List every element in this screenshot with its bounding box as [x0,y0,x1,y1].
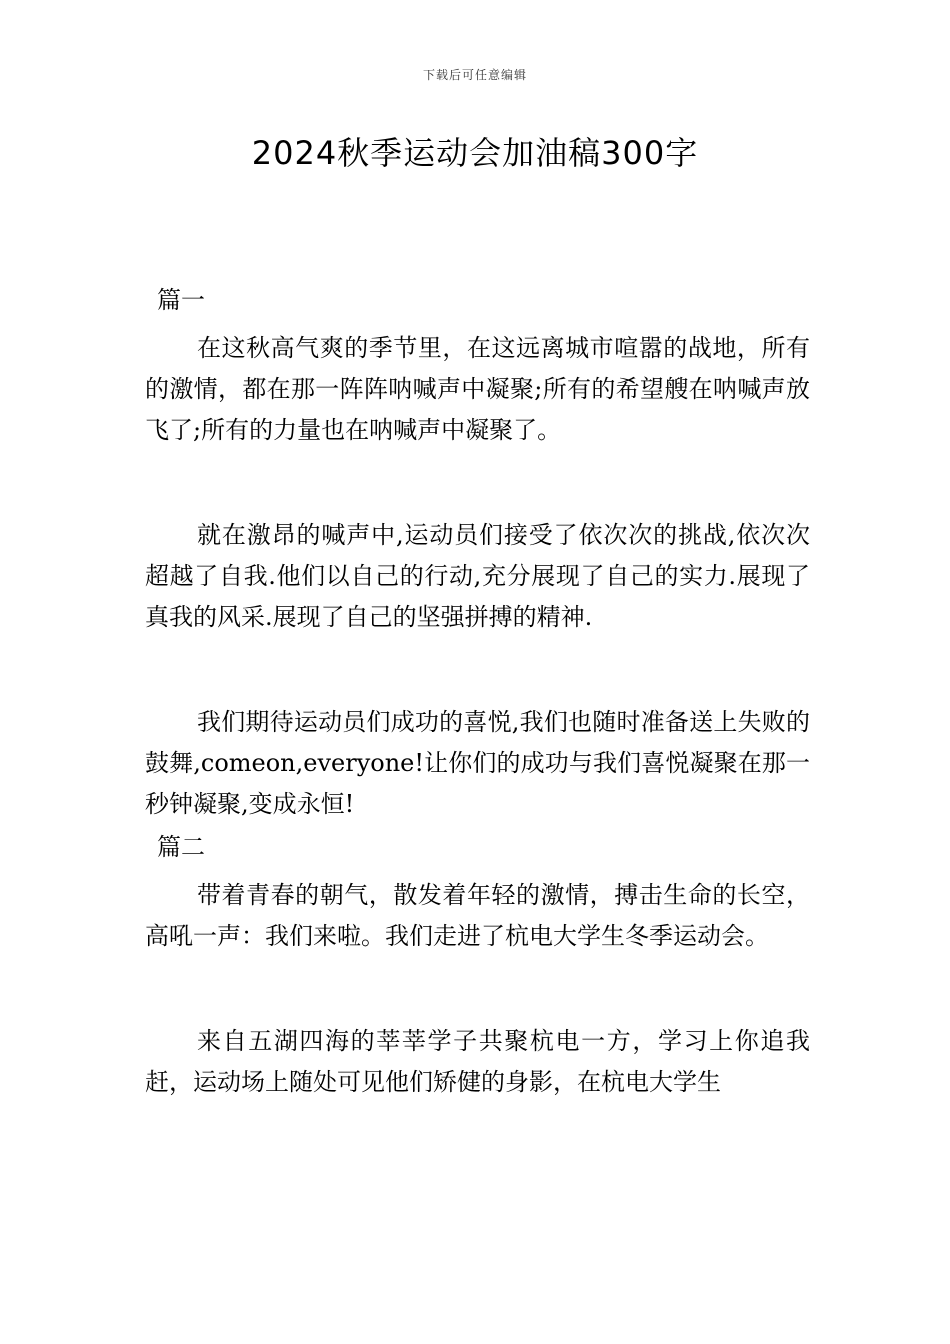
paragraph-2-1: 带着青春的朝气，散发着年轻的激情，搏击生命的长空，高吼一声：我们来啦。我们走进了杭电大学生冬季运动会。 [145,881,810,950]
paragraph-2-2: 来自五湖四海的莘莘学子共聚杭电一方，学习上你追我赶，运动场上随处可见他们矫健的身影，在杭电大学生 [145,1027,810,1096]
section-label-2: 篇二 [157,833,205,861]
document-body [145,280,810,1103]
paragraph-1-1: 在这秋高气爽的季节里，在这远离城市喧嚣的战地，所有的激情，都在那一阵阵呐喊声中凝聚;所有的希望艘在呐喊声放飞了;所有的力量也在呐喊声中凝聚了。 [145,334,810,444]
header-note: 下载后可任意编辑 [422,68,527,82]
paragraph-1-2: 就在激昂的喊声中,运动员们接受了依次次的挑战,依次次超越了自我.他们以自己的行动,充分展现了自己的实力.展现了真我的风采.展现了自己的坚强拼搏的精神. [145,521,810,631]
paragraph-1-3: 我们期待运动员们成功的喜悦,我们也随时准备送上失败的鼓舞,comeon,everyone!让你们的成功与我们喜悦凝聚在那一秒钟凝聚,变成永恒! [145,708,810,818]
document-title: 2024秋季运动会加油稿300字 [251,134,699,172]
section-label-1: 篇一 [157,286,205,314]
